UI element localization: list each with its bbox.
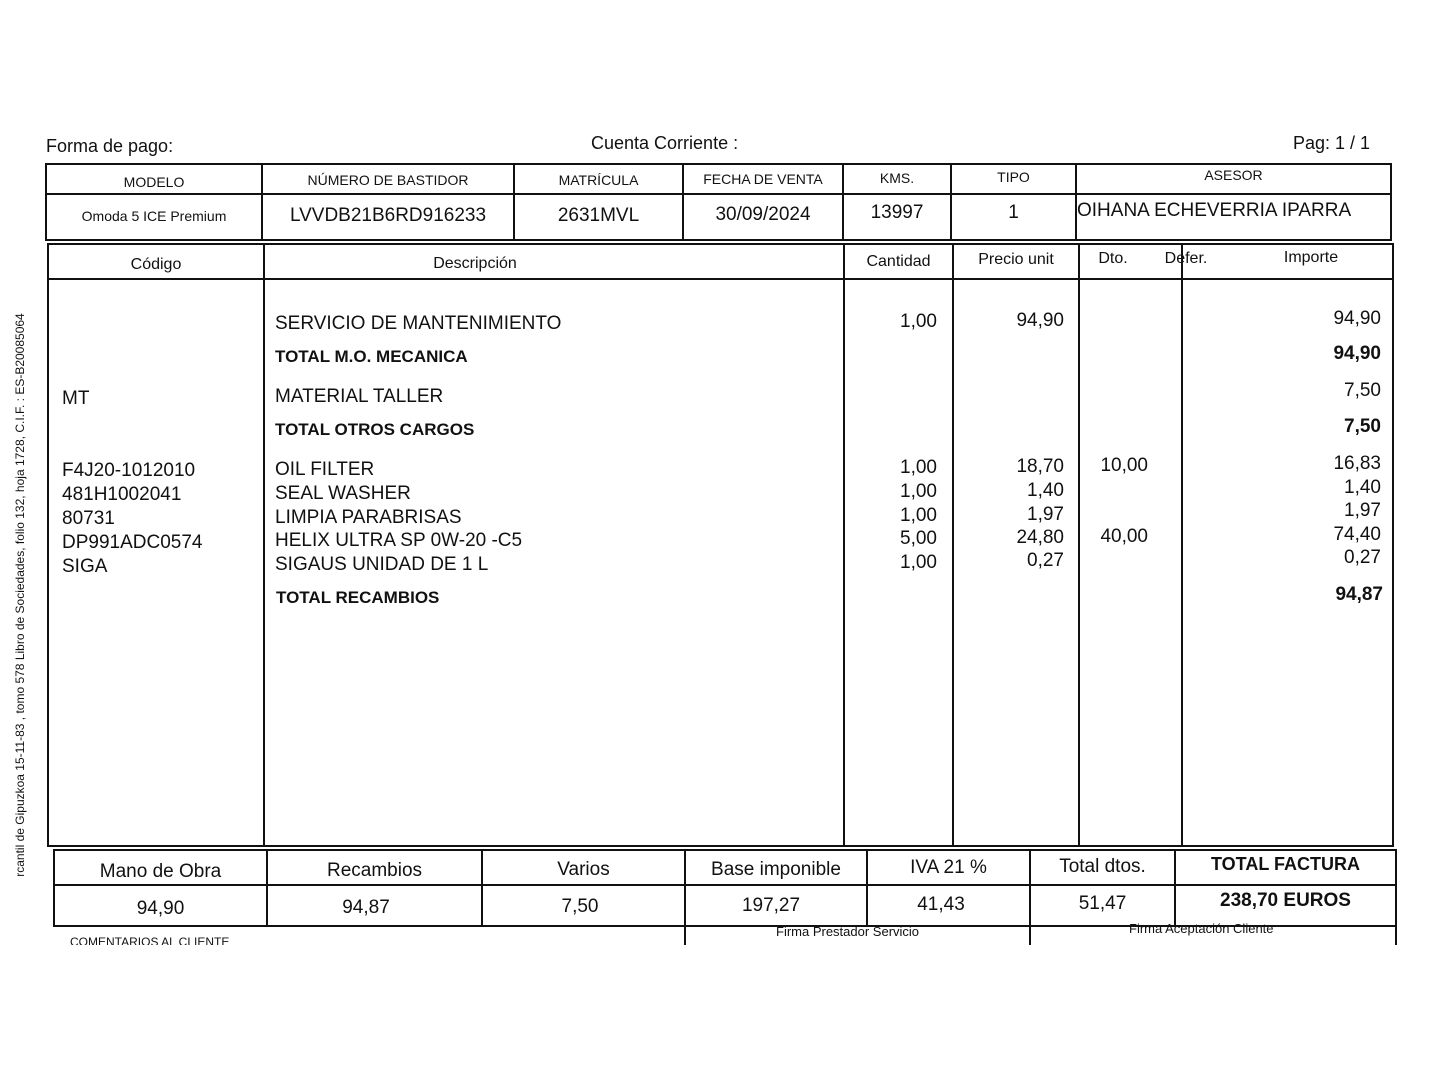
line-unit-price: 18,70 <box>1016 456 1064 477</box>
col-precio-unit: Precio unit <box>978 251 1054 268</box>
summary-label-recambios: Recambios <box>326 860 423 881</box>
subtotal-label: TOTAL M.O. MECANICA <box>275 347 468 366</box>
vehicle-modelo: Omoda 5 ICE Premium <box>81 208 227 224</box>
line-description: OIL FILTER <box>275 459 375 480</box>
header-modelo: MODELO <box>123 174 185 190</box>
line-amount: 16,83 <box>1333 453 1381 474</box>
summary-label-varios: Varios <box>557 859 610 880</box>
summary-total-factura: 238,70 EUROS <box>1220 890 1351 911</box>
summary-varios: 7,50 <box>561 896 599 917</box>
line-amount: 94,90 <box>1333 308 1381 329</box>
line-description: SEAL WASHER <box>275 483 411 504</box>
col-dto: Dto. <box>1098 250 1128 267</box>
header-asesor: ASESOR <box>1204 167 1263 183</box>
summary-label-mano-obra: Mano de Obra <box>99 861 222 882</box>
line-amount: 0,27 <box>1344 547 1381 568</box>
col-descripcion: Descripción <box>433 255 517 272</box>
summary-base-imponible: 197,27 <box>741 895 801 916</box>
line-discount: 10,00 <box>1100 455 1148 476</box>
summary-total-dtos: 51,47 <box>1078 893 1127 914</box>
line-quantity: 1,00 <box>900 552 937 573</box>
line-quantity: 1,00 <box>900 481 937 502</box>
payment-method-label: Forma de pago: <box>46 136 174 156</box>
line-unit-price: 1,97 <box>1027 504 1064 525</box>
provider-signature-label: Firma Prestador Servicio <box>776 924 920 939</box>
line-unit-price: 94,90 <box>1016 310 1064 331</box>
line-description: SERVICIO DE MANTENIMIENTO <box>275 313 562 334</box>
vehicle-bastidor: LVVDB21B6RD916233 <box>289 205 487 226</box>
comments-label: COMENTARIOS AL CLIENTE <box>70 935 230 945</box>
line-code: 481H1002041 <box>62 484 182 505</box>
line-description: SIGAUS UNIDAD DE 1 L <box>275 554 489 575</box>
line-description: LIMPIA PARABRISAS <box>275 507 462 528</box>
vehicle-asesor: OIHANA ECHEVERRIA IPARRA <box>1077 200 1352 221</box>
account-label: Cuenta Corriente : <box>591 133 739 153</box>
line-quantity: 1,00 <box>900 311 937 332</box>
subtotal-label: TOTAL RECAMBIOS <box>276 588 440 607</box>
vehicle-tipo: 1 <box>1008 202 1019 223</box>
line-unit-price: 0,27 <box>1027 550 1064 571</box>
summary-label-iva: IVA 21 % <box>910 857 987 878</box>
summary-label-base-imponible: Base imponible <box>711 859 841 880</box>
summary-label-total-dtos: Total dtos. <box>1059 856 1146 877</box>
header-tipo: TIPO <box>997 169 1030 185</box>
subtotal-label: TOTAL OTROS CARGOS <box>275 420 475 439</box>
subtotal-amount: 7,50 <box>1344 416 1381 437</box>
col-cantidad: Cantidad <box>866 253 931 270</box>
header-matricula: MATRÍCULA <box>558 172 639 188</box>
line-discount: 40,00 <box>1100 526 1148 547</box>
col-importe: Importe <box>1283 249 1339 266</box>
line-amount: 1,40 <box>1344 477 1381 498</box>
line-code: F4J20-1012010 <box>62 460 196 481</box>
header-bastidor: NÚMERO DE BASTIDOR <box>307 172 469 188</box>
page-number: Pag: 1 / 1 <box>1293 133 1371 153</box>
vehicle-fecha-venta: 30/09/2024 <box>715 204 811 225</box>
vehicle-matricula: 2631MVL <box>557 205 640 226</box>
line-amount: 1,97 <box>1344 500 1381 521</box>
subtotal-amount: 94,87 <box>1335 584 1383 605</box>
line-description: HELIX ULTRA SP 0W-20 -C5 <box>275 530 523 551</box>
vehicle-kms: 13997 <box>870 202 924 223</box>
line-code: SIGA <box>62 556 108 577</box>
summary-recambios: 94,87 <box>342 897 390 918</box>
line-unit-price: 24,80 <box>1016 527 1064 548</box>
line-quantity: 1,00 <box>900 505 937 526</box>
line-code: DP991ADC0574 <box>62 532 203 553</box>
line-unit-price: 1,40 <box>1027 480 1064 501</box>
line-quantity: 1,00 <box>900 457 937 478</box>
line-amount: 74,40 <box>1333 524 1381 545</box>
summary-mano-obra: 94,90 <box>136 898 185 919</box>
summary-iva: 41,43 <box>917 894 965 915</box>
subtotal-amount: 94,90 <box>1333 343 1381 364</box>
line-quantity: 5,00 <box>900 528 937 549</box>
client-signature-label: Firma Aceptación Cliente <box>1129 921 1274 936</box>
col-defer: Defer. <box>1164 250 1208 267</box>
col-codigo: Código <box>130 256 182 273</box>
registry-side-text: rcantil de Gipuzkoa 15-11-83 , tomo 578 Libro de Sociedades, folio 132, hoja 1728, C.I.F. : ES-B20085064 <box>13 313 27 877</box>
header-fecha-venta: FECHA DE VENTA <box>703 171 823 187</box>
line-code: 80731 <box>62 508 115 529</box>
header-kms: KMS. <box>879 170 915 186</box>
summary-label-total-factura: TOTAL FACTURA <box>1211 854 1360 874</box>
line-amount: 7,50 <box>1344 380 1381 401</box>
line-code: MT <box>62 388 90 409</box>
line-description: MATERIAL TALLER <box>275 386 444 407</box>
